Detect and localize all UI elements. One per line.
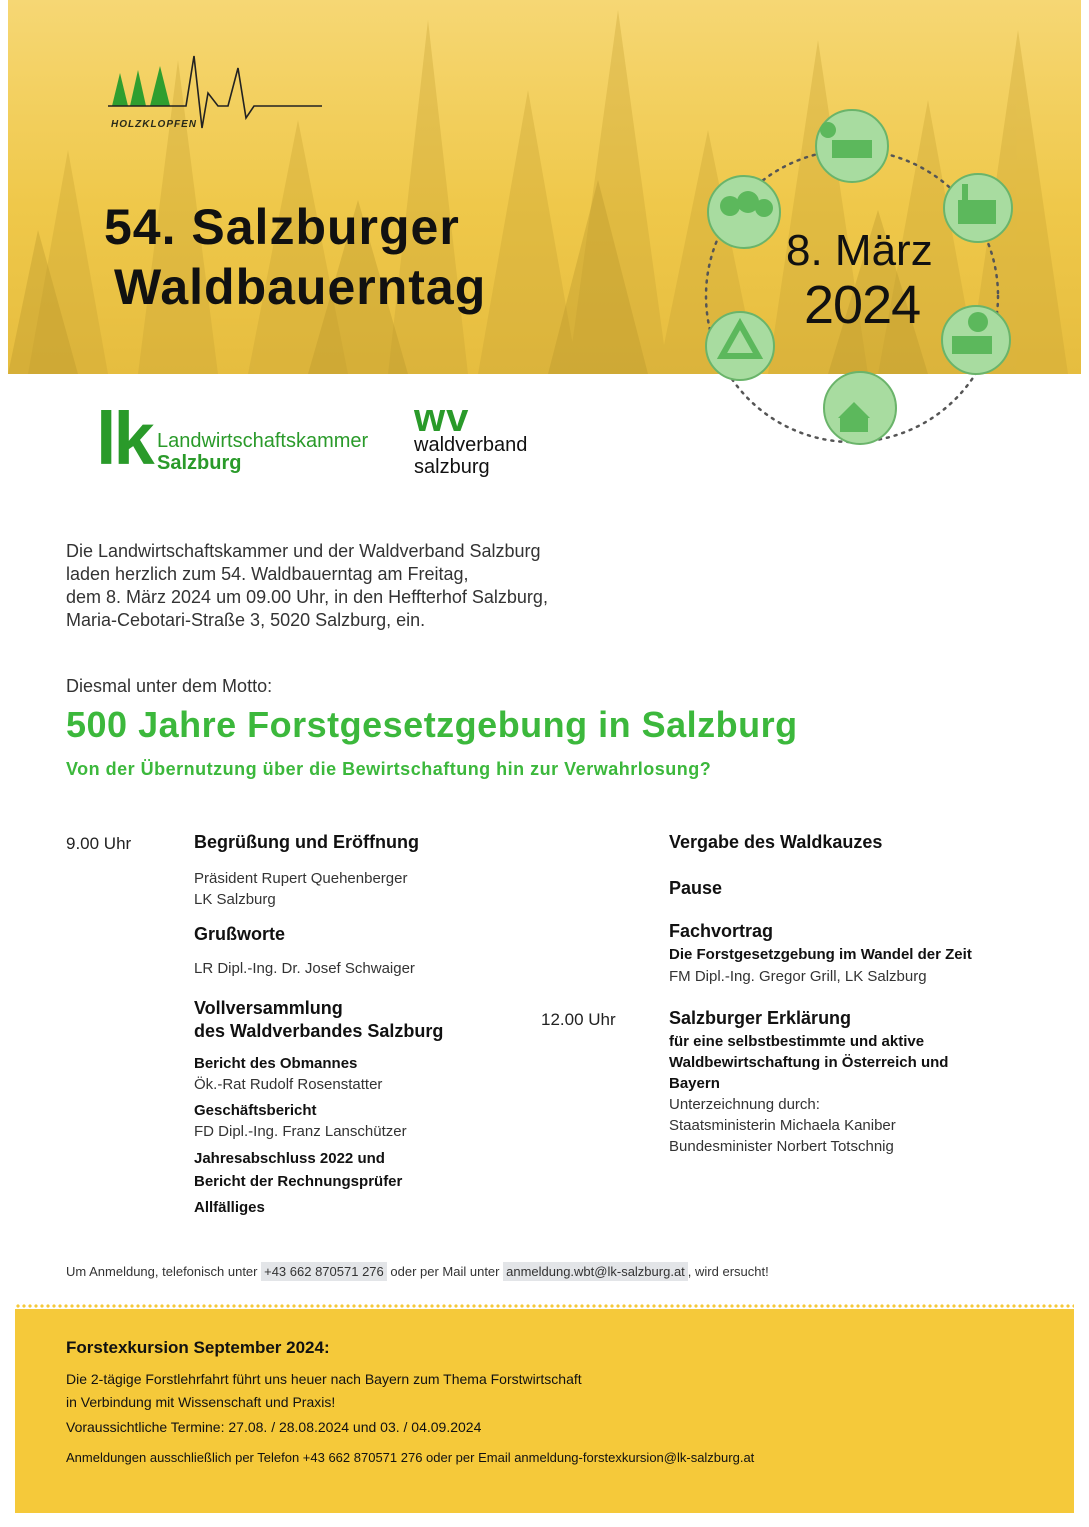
registration-email-link[interactable]: anmeldung.wbt@lk-salzburg.at: [503, 1262, 688, 1281]
signing-person: Staatsministerin Michaela Kaniber: [669, 1117, 896, 1134]
declaration-title: Salzburger Erklärung: [669, 1008, 852, 1028]
excursion-line: in Verbindung mit Wissenschaft und Praxis!: [66, 1394, 336, 1410]
program-time-noon: 12.00 Uhr: [541, 1010, 616, 1029]
lk-logo-mark: lk: [96, 397, 152, 480]
agenda-item-title: Geschäftsbericht: [194, 1102, 317, 1119]
talk-speaker: FM Dipl.-Ing. Gregor Grill, LK Salzburg: [669, 968, 927, 985]
declaration-line: Bayern: [669, 1075, 720, 1092]
lk-logo-region: Salzburg: [157, 452, 242, 474]
agenda-item-person: Ök.-Rat Rudolf Rosenstatter: [194, 1076, 383, 1093]
invitation-line: Maria-Cebotari-Straße 3, 5020 Salzburg, ein.: [66, 610, 426, 630]
trees-icon: [708, 176, 780, 248]
signing-person: Bundesminister Norbert Totschnig: [669, 1138, 894, 1155]
invitation-line: dem 8. März 2024 um 09.00 Uhr, in den Heffterhof Salzburg,: [66, 587, 548, 607]
declaration-line: Waldbewirtschaftung in Österreich und: [669, 1054, 949, 1071]
excursion-dates: Voraussichtliche Termine: 27.08. / 28.08.2024 und 03. / 04.09.2024: [66, 1419, 482, 1435]
wv-logo-mark: wv: [414, 396, 470, 440]
truck-globe-icon: [942, 306, 1010, 374]
assembly-title: [194, 997, 443, 1043]
holzklopfen-label: HOLZKLOPFEN: [111, 119, 197, 130]
greetings-speaker: LR Dipl.-Ing. Dr. Josef Schwaiger: [194, 960, 415, 977]
wv-logo-name: waldverband: [414, 434, 528, 456]
agenda-item-person: FD Dipl.-Ing. Franz Lanschützer: [194, 1123, 407, 1140]
signing-lead: Unterzeichnung durch:: [669, 1096, 820, 1113]
invitation-text: [66, 540, 548, 632]
award-title: Vergabe des Waldkauzes: [669, 832, 883, 852]
factory-icon: [944, 174, 1012, 242]
agenda-item-title: Allfälliges: [194, 1199, 265, 1216]
declaration-details: [669, 1031, 948, 1157]
pause-title: Pause: [669, 878, 723, 898]
greetings-title: Grußworte: [194, 924, 286, 944]
registration-phone-link[interactable]: +43 662 870571 276: [261, 1262, 387, 1281]
registration-text: , wird ersucht!: [687, 1264, 769, 1279]
registration-text: oder per Mail unter: [386, 1264, 504, 1279]
assembly-agenda: [194, 1053, 407, 1218]
motto-subheadline: Von der Übernutzung über die Bewirtschaftung hin zur Verwahrlosung?: [66, 759, 712, 779]
motto-headline: 500 Jahre Forstgesetzgebung in Salzburg: [66, 704, 798, 745]
event-date-day: 8. März: [786, 226, 933, 275]
excursion-contact: Anmeldungen ausschließlich per Telefon +43 662 870571 276 oder per Email anmeldung-forstexkursion@lk-salzburg.at: [66, 1450, 755, 1465]
lk-logo-name: Landwirtschaftskammer: [157, 430, 369, 452]
agenda-item-title: Bericht der Rechnungsprüfer: [194, 1173, 403, 1190]
event-title-line1: 54. Salzburger: [104, 199, 460, 255]
event-title-line2: Waldbauerntag: [114, 259, 487, 315]
agenda-item-title: Jahresabschluss 2022 und: [194, 1150, 385, 1167]
talk-subtitle: Die Forstgesetzgebung im Wandel der Zeit: [669, 946, 972, 963]
speaker-line: Präsident Rupert Quehenberger: [194, 870, 408, 887]
welcome-speaker: [194, 868, 407, 910]
event-date-year: 2024: [804, 275, 921, 335]
invitation-line: laden herzlich zum 54. Waldbauerntag am Freitag,: [66, 564, 469, 584]
welcome-title: Begrüßung und Eröffnung: [194, 832, 419, 852]
wood-house-icon: [824, 372, 896, 444]
speaker-line: LK Salzburg: [194, 891, 276, 908]
invitation-line: Die Landwirtschaftskammer und der Waldverband Salzburg: [66, 541, 541, 561]
registration-text: Um Anmeldung, telefonisch unter: [66, 1264, 262, 1279]
wv-logo-region: salzburg: [414, 456, 490, 478]
forestry-machine-icon: [816, 110, 888, 182]
excursion-line: Die 2-tägige Forstlehrfahrt führt uns heuer nach Bayern zum Thema Forstwirtschaft: [66, 1371, 582, 1387]
registration-note: [66, 1264, 769, 1279]
talk-title: Fachvortrag: [669, 921, 774, 941]
assembly-line: des Waldverbandes Salzburg: [194, 1021, 444, 1041]
recycle-icon: [706, 312, 774, 380]
motto-lead: Diesmal unter dem Motto:: [66, 676, 273, 696]
program-time-start: 9.00 Uhr: [66, 834, 132, 853]
assembly-line: Vollversammlung: [194, 998, 343, 1018]
agenda-item-title: Bericht des Obmannes: [194, 1055, 358, 1072]
declaration-line: für eine selbstbestimmte und aktive: [669, 1033, 925, 1050]
excursion-title: Forstexkursion September 2024:: [66, 1338, 330, 1357]
